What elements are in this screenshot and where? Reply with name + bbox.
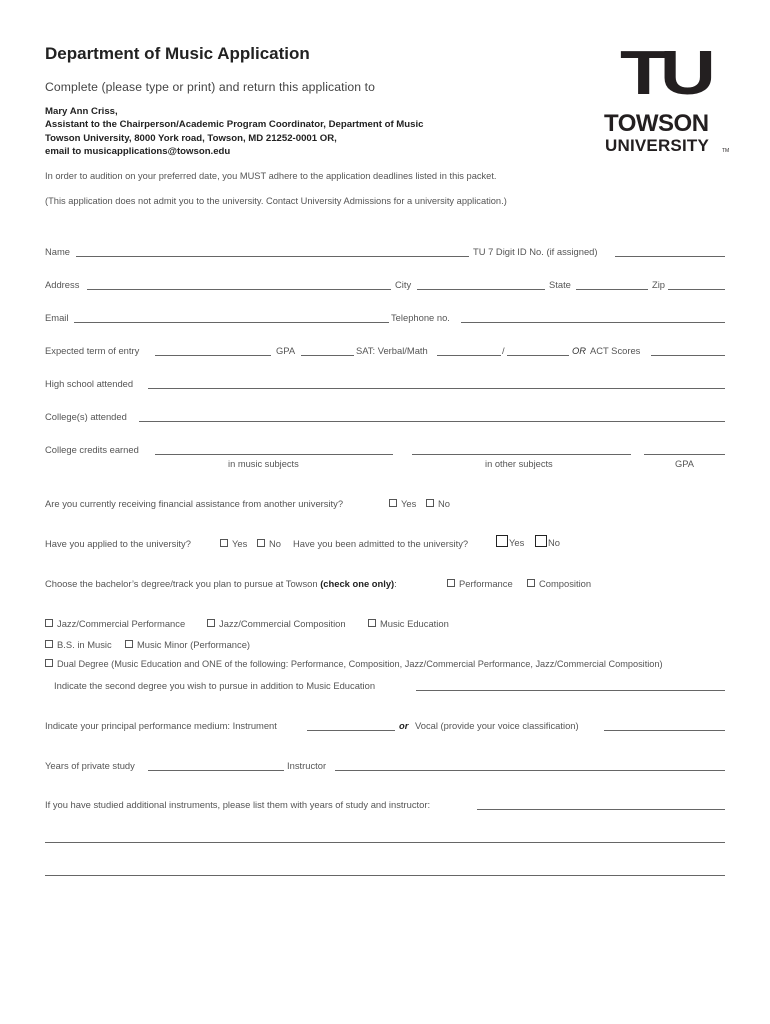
term-label: Expected term of entry: [45, 345, 140, 356]
state-field[interactable]: [576, 289, 648, 290]
checkbox-icon[interactable]: [207, 619, 215, 627]
logo-line1: TOWSON: [604, 110, 709, 137]
logo-mark: TU: [620, 39, 709, 108]
medium-row: [45, 720, 725, 734]
deadline-note: In order to audition on your preferred date, you MUST adhere to the application deadlines listed in this packet.: [45, 171, 497, 181]
form-subtitle: Complete (please type or print) and return this application to: [45, 80, 376, 94]
credits-row: [45, 444, 725, 458]
form-title: Department of Music Application: [45, 44, 310, 63]
yes-label: Yes: [509, 537, 525, 548]
option-label: Music Education: [380, 618, 449, 629]
applied-question: Have you applied to the university?: [45, 538, 191, 549]
option-performance[interactable]: [447, 578, 513, 589]
sat-label: SAT: Verbal/Math: [356, 345, 428, 356]
checkbox-icon[interactable]: [527, 579, 535, 587]
colleges-label: College(s) attended: [45, 411, 127, 422]
credits-label: College credits earned: [45, 444, 139, 455]
term-field[interactable]: [155, 355, 271, 356]
fin-assist-no[interactable]: [426, 498, 450, 509]
contact-line: email to musicapplications@towson.edu: [45, 145, 231, 157]
option-bs-music[interactable]: [45, 639, 112, 650]
checkbox-icon[interactable]: [426, 499, 434, 507]
additional-label: If you have studied additional instruments, please list them with years of study and instructor:: [45, 799, 431, 810]
vocal-field[interactable]: [604, 730, 725, 731]
no-label: No: [269, 538, 281, 549]
zip-field[interactable]: [668, 289, 725, 290]
checkbox-icon[interactable]: [45, 640, 53, 648]
checkbox-icon[interactable]: [257, 539, 265, 547]
gpa-label: GPA: [276, 345, 296, 356]
vocal-label: Vocal (provide your voice classification): [415, 720, 579, 731]
contact-block: [45, 105, 424, 158]
yes-label: Yes: [232, 538, 248, 549]
checkbox-icon[interactable]: [125, 640, 133, 648]
city-field[interactable]: [417, 289, 545, 290]
medium-or: or: [399, 720, 409, 731]
second-degree-label: Indicate the second degree you wish to pursue in addition to Music Education: [54, 680, 376, 691]
tu-id-field[interactable]: [615, 256, 725, 257]
sat-slash: /: [502, 345, 505, 356]
in-other-caption: in other subjects: [485, 459, 553, 469]
second-degree-field[interactable]: [416, 690, 725, 691]
high-school-field[interactable]: [148, 388, 725, 389]
degree-question-bold: (check one only): [320, 578, 395, 589]
admitted-yes[interactable]: [496, 535, 524, 548]
checkbox-icon[interactable]: [389, 499, 397, 507]
gpa-caption: GPA: [675, 459, 694, 469]
additional-row: [45, 799, 725, 813]
degree-question: [45, 578, 397, 589]
city-label: City: [395, 279, 412, 290]
admitted-no[interactable]: [535, 535, 560, 548]
act-label: ACT Scores: [590, 345, 641, 356]
admission-note: (This application does not admit you to the university. Contact University Admissions for a university application.): [45, 196, 507, 206]
degree-colon: :: [394, 578, 397, 589]
no-label: No: [438, 498, 450, 509]
no-label: No: [548, 537, 560, 548]
years-study-field[interactable]: [148, 770, 284, 771]
name-row: [45, 246, 725, 260]
or-label: OR: [572, 345, 587, 356]
sat-math-field[interactable]: [507, 355, 569, 356]
gpa-field[interactable]: [301, 355, 354, 356]
option-label: B.S. in Music: [57, 639, 112, 650]
study-row: [45, 760, 725, 774]
instructor-label: Instructor: [287, 760, 327, 771]
logo-tm: TM: [722, 148, 730, 154]
contact-line: Assistant to the Chairperson/Academic Program Coordinator, Department of Music: [45, 119, 424, 131]
name-field[interactable]: [76, 256, 469, 257]
in-music-caption: in music subjects: [228, 459, 299, 469]
option-label: Performance: [459, 578, 513, 589]
additional-line[interactable]: [45, 875, 725, 876]
fin-assist-question: Are you currently receiving financial assistance from another university?: [45, 498, 344, 509]
option-music-education[interactable]: [368, 618, 449, 629]
telephone-field[interactable]: [461, 322, 725, 323]
logo-line2: UNIVERSITY: [605, 136, 710, 155]
option-label: Jazz/Commercial Composition: [219, 618, 346, 629]
term-row: [45, 345, 725, 359]
checkbox-icon[interactable]: [220, 539, 228, 547]
yes-label: Yes: [401, 498, 417, 509]
state-label: State: [549, 279, 571, 290]
instructor-field[interactable]: [335, 770, 725, 771]
high-school-row: [45, 378, 725, 392]
years-study-label: Years of private study: [45, 760, 135, 771]
contact-line: Towson University, 8000 York road, Towson, MD 21252-0001 OR,: [45, 132, 337, 144]
name-label: Name: [45, 246, 71, 257]
email-row: [45, 312, 725, 326]
tu-id-label: TU 7 Digit ID No. (if assigned): [473, 246, 598, 257]
colleges-row: [45, 411, 725, 425]
telephone-label: Telephone no.: [391, 312, 450, 323]
address-label: Address: [45, 279, 80, 290]
checkbox-icon[interactable]: [45, 659, 53, 667]
option-label: Music Minor (Performance): [137, 639, 251, 650]
option-composition[interactable]: [527, 578, 591, 589]
checkbox-icon[interactable]: [447, 579, 455, 587]
checkbox-icon[interactable]: [496, 535, 508, 547]
second-degree-row: [54, 680, 725, 694]
address-row: [45, 279, 725, 293]
high-school-label: High school attended: [45, 378, 134, 389]
fin-assist-yes[interactable]: [389, 498, 416, 509]
admitted-question: Have you been admitted to the university?: [293, 538, 469, 549]
option-dual-degree[interactable]: [45, 659, 663, 669]
instrument-label: Indicate your principal performance medium: Instrument: [45, 720, 277, 731]
address-field[interactable]: [87, 289, 391, 290]
email-label: Email: [45, 312, 69, 323]
credits-other-field[interactable]: [412, 454, 631, 455]
contact-line: Mary Ann Criss,: [45, 106, 118, 117]
towson-logo: [604, 39, 730, 160]
instrument-field[interactable]: [307, 730, 395, 731]
checkbox-icon[interactable]: [368, 619, 376, 627]
applied-yes[interactable]: [220, 538, 247, 549]
option-music-minor[interactable]: [125, 639, 250, 650]
act-field[interactable]: [651, 355, 725, 356]
zip-label: Zip: [652, 279, 666, 290]
email-field[interactable]: [74, 322, 389, 323]
option-jazz-composition[interactable]: [207, 618, 346, 629]
checkbox-icon[interactable]: [535, 535, 547, 547]
degree-question-text: Choose the bachelor’s degree/track you plan to pursue at Towson: [45, 578, 318, 589]
option-label: Composition: [539, 578, 592, 589]
applied-no[interactable]: [257, 538, 281, 549]
checkbox-icon[interactable]: [45, 619, 53, 627]
sat-verbal-field[interactable]: [437, 355, 501, 356]
additional-line[interactable]: [45, 842, 725, 843]
option-label: Jazz/Commercial Performance: [57, 618, 186, 629]
additional-field[interactable]: [477, 809, 725, 810]
option-jazz-performance[interactable]: [45, 618, 185, 629]
credits-gpa-field[interactable]: [644, 454, 725, 455]
option-label: Dual Degree (Music Education and ONE of the following: Performance, Composition, Jazz/Commercial Performance, Jazz/Commercial Composition): [57, 659, 663, 669]
credits-music-field[interactable]: [155, 454, 393, 455]
colleges-field[interactable]: [139, 421, 725, 422]
